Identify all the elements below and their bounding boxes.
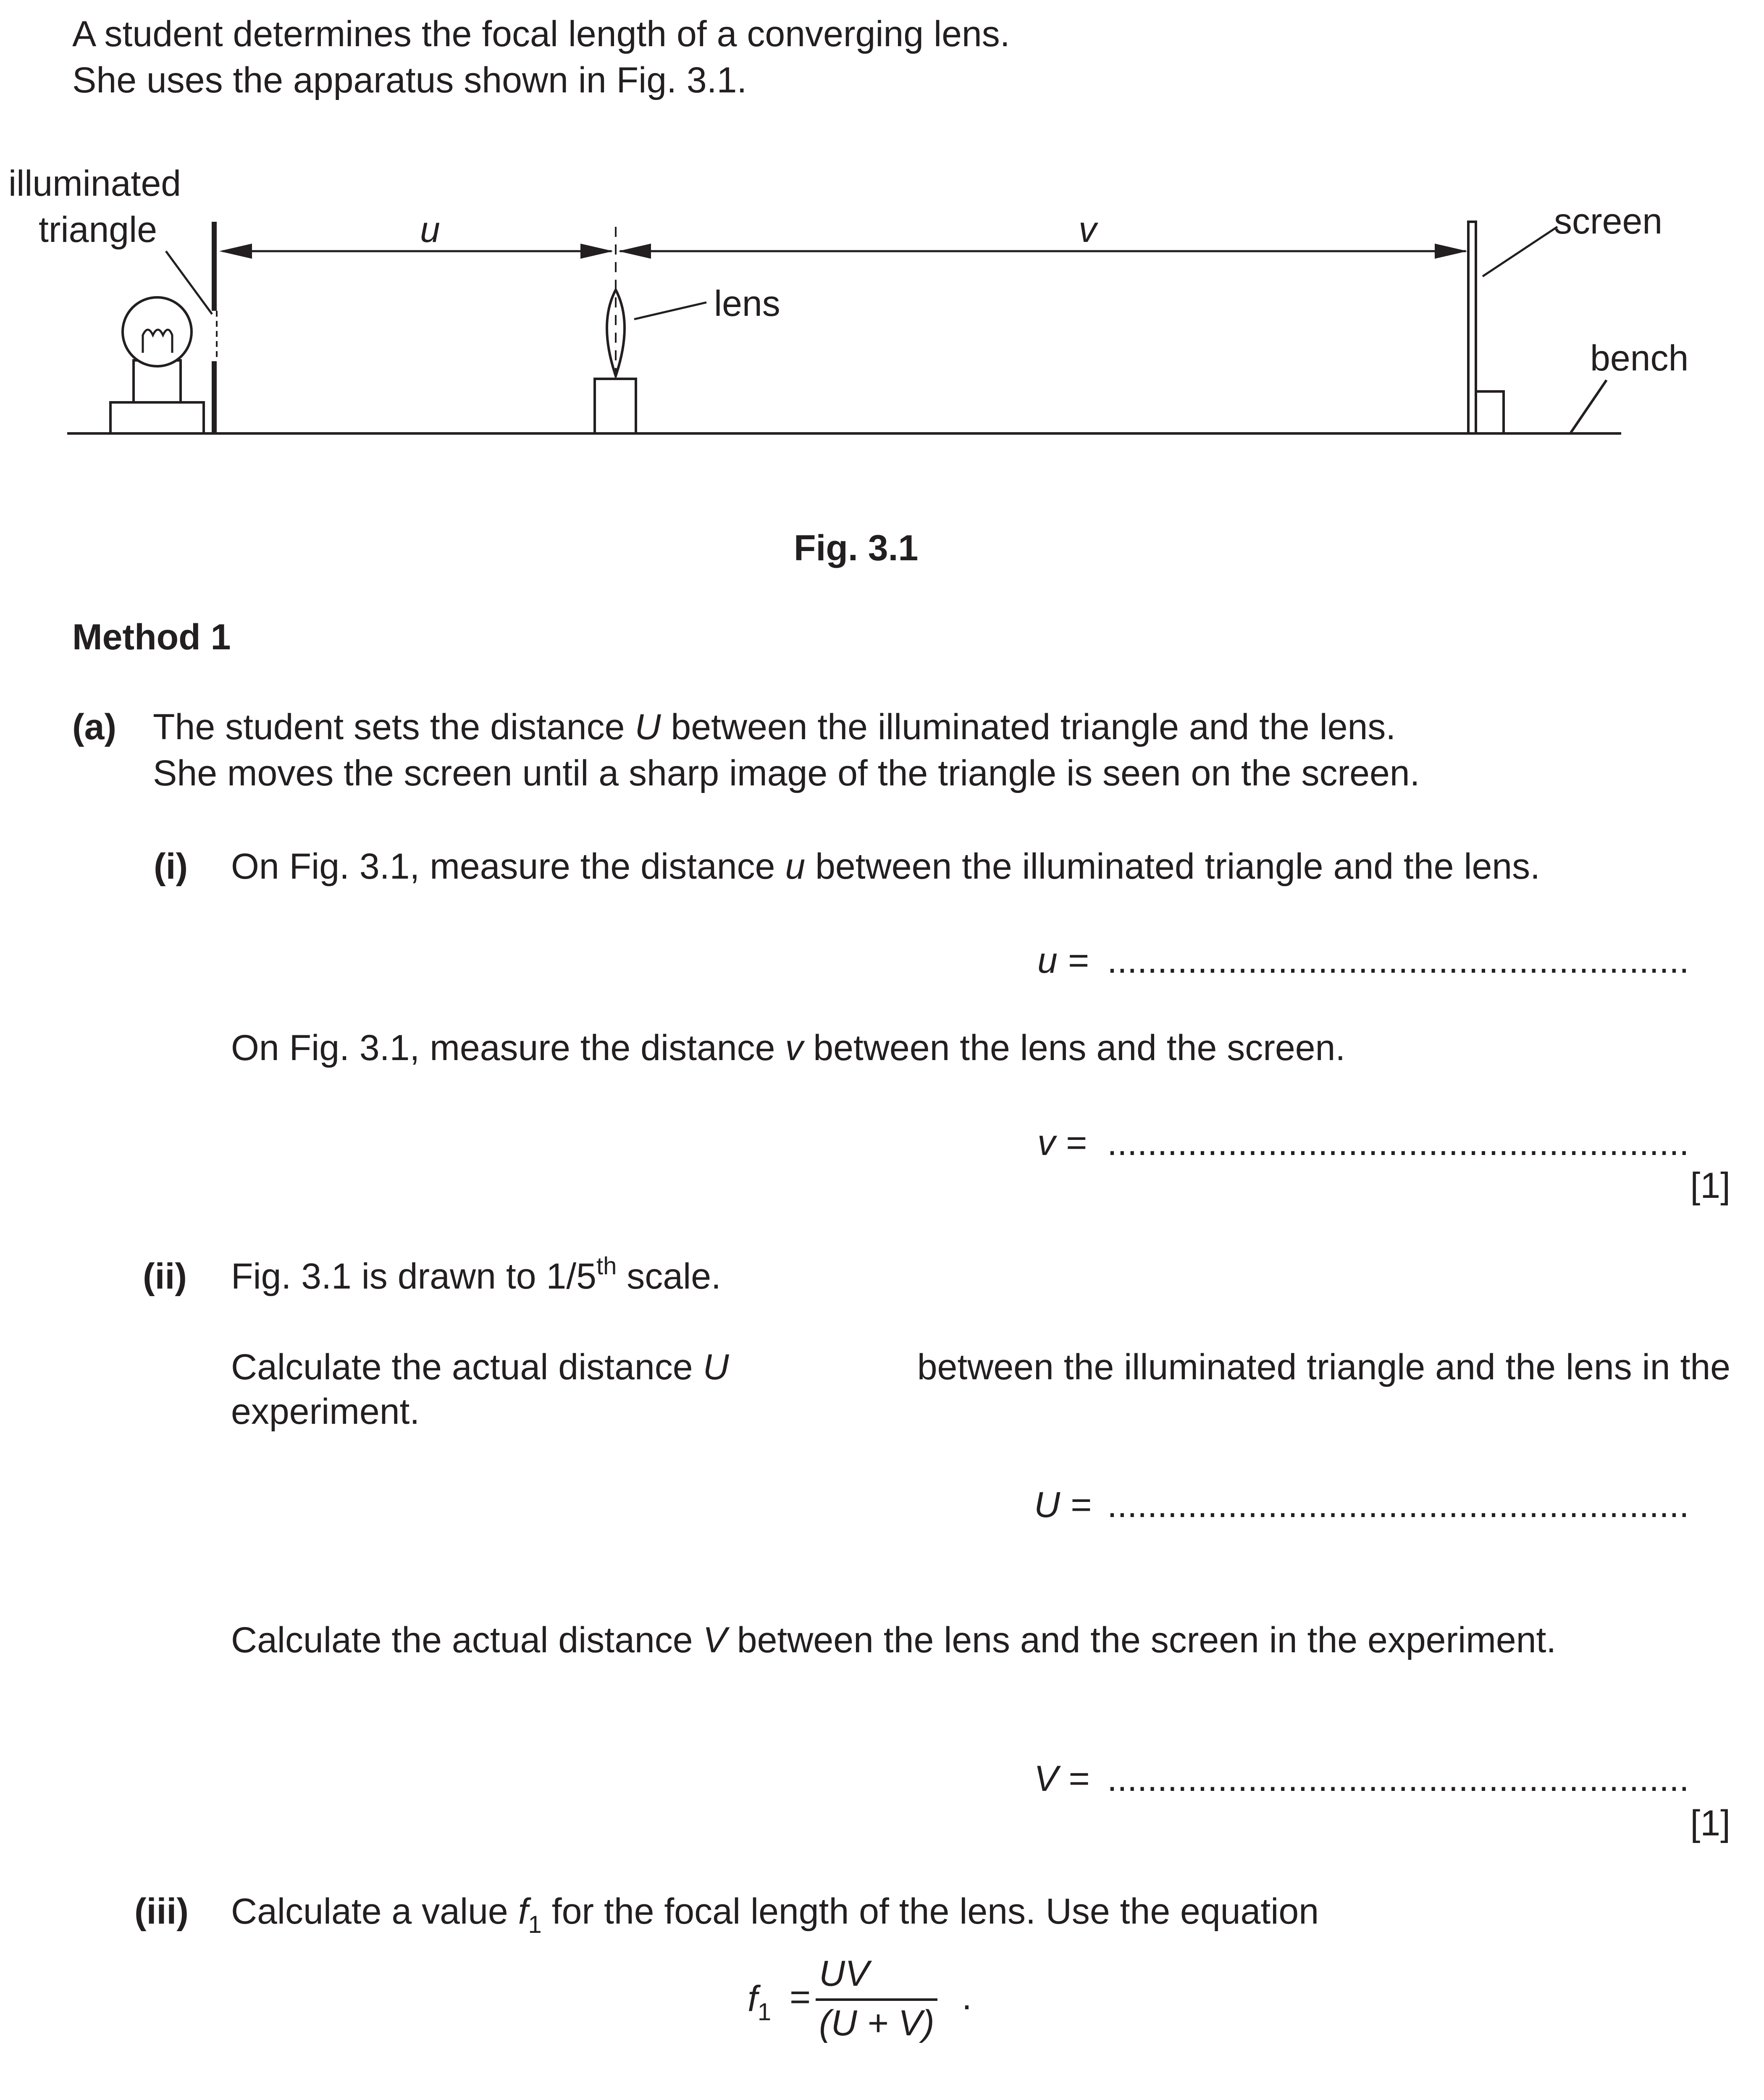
- apparatus-diagram: [0, 0, 1764, 470]
- label-lens: lens: [714, 284, 780, 324]
- part-ii-question-1-line-2: experiment.: [231, 1391, 420, 1432]
- part-iii-question: Calculate a value $f_1$ for the focal length of the lens. Use the equation: [231, 1891, 1319, 1938]
- answer-U-field[interactable]: ..........................................................: [1107, 1485, 1689, 1525]
- answer-V-label: V =: [1034, 1759, 1089, 1799]
- u-arrow-right: [580, 244, 613, 259]
- figure-caption: Fig. 3.1: [794, 528, 919, 568]
- method-heading: Method 1: [72, 617, 231, 657]
- intro-line-1: A student determines the focal length of a converging lens.: [72, 14, 1010, 54]
- part-a-marker: (a): [72, 707, 117, 747]
- label-screen: screen: [1554, 201, 1663, 242]
- label-illuminated: illuminated: [8, 163, 181, 204]
- screen-stand: [1476, 391, 1504, 433]
- answer-v-label: v =: [1037, 1123, 1087, 1163]
- part-ii-question-1-line-1: Calculate the actual distance U between the illuminated triangle and the lens in the: [231, 1347, 1730, 1387]
- equation-numerator: UV: [819, 1953, 869, 1994]
- v-arrow-left: [618, 244, 651, 259]
- part-iii-marker: (iii): [134, 1891, 189, 1932]
- answer-v-row: [1037, 1120, 1087, 1166]
- part-ii-marks: [1]: [1690, 1803, 1730, 1843]
- part-a-line-1: The student sets the distance U between the illuminated triangle and the lens.: [153, 707, 1396, 747]
- answer-V-field[interactable]: ..........................................................: [1107, 1759, 1689, 1799]
- v-arrow-right: [1435, 244, 1467, 259]
- lamp-bulb: [123, 297, 192, 366]
- answer-u-field[interactable]: ..........................................................: [1107, 940, 1689, 981]
- answer-V-row: [1034, 1756, 1089, 1802]
- part-i-marks: [1]: [1690, 1166, 1730, 1206]
- part-a-line-2: She moves the screen until a sharp image of the triangle is seen on the screen.: [153, 753, 1420, 793]
- part-i-question-1: On Fig. 3.1, measure the distance u between the illuminated triangle and the lens.: [231, 846, 1541, 887]
- answer-u-label: u =: [1037, 940, 1089, 981]
- label-v: v: [1079, 210, 1097, 250]
- answer-v-field[interactable]: ..........................................................: [1107, 1123, 1689, 1163]
- u-arrow-left: [219, 244, 252, 259]
- lens-stand: [595, 379, 636, 433]
- lamp-base: [110, 402, 204, 433]
- screen-leader: [1483, 227, 1557, 276]
- answer-U-row: [1034, 1482, 1091, 1528]
- intro-line-2: She uses the apparatus shown in Fig. 3.1.: [72, 60, 747, 100]
- answer-u-row: [1037, 937, 1089, 984]
- part-ii-question-2: Calculate the actual distance V between the lens and the screen in the experiment.: [231, 1620, 1557, 1660]
- part-i-marker: (i): [154, 846, 188, 887]
- equation-denominator: (U + V): [819, 2003, 934, 2043]
- label-u: u: [420, 210, 440, 250]
- part-ii-marker: (ii): [143, 1256, 187, 1297]
- lens-leader: [634, 302, 706, 319]
- label-bench: bench: [1590, 338, 1689, 378]
- answer-U-label: U =: [1034, 1485, 1092, 1525]
- part-ii-scale: Fig. 3.1 is drawn to 1/5th scale.: [231, 1252, 721, 1297]
- part-i-question-2: On Fig. 3.1, measure the distance v between the lens and the screen.: [231, 1028, 1346, 1068]
- focal-length-equation: $f_1$ = UV (U + V) .: [748, 1949, 983, 2050]
- bench-leader: [1571, 380, 1606, 433]
- label-triangle: triangle: [39, 210, 158, 250]
